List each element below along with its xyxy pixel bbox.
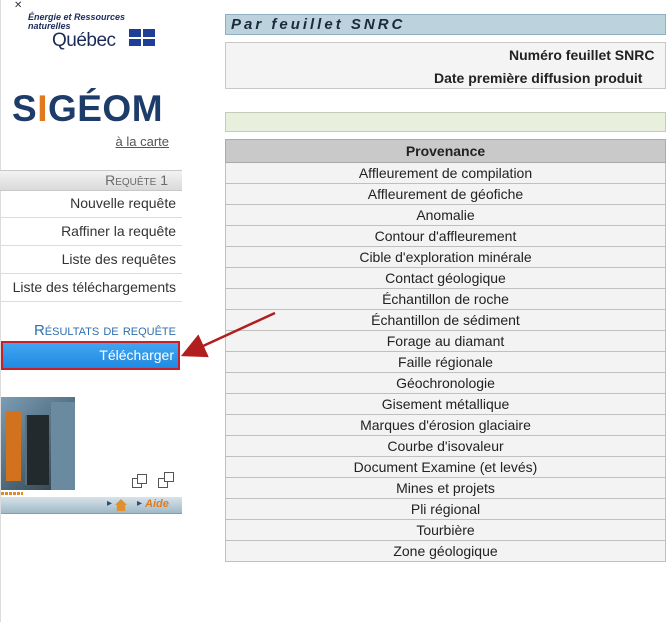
sidebar [0, 0, 184, 622]
photo-element [6, 411, 21, 481]
filter-bar [225, 112, 666, 132]
table-row[interactable]: Anomalie [226, 205, 666, 226]
mine-photo [1, 397, 75, 490]
provenance-table [225, 139, 666, 562]
photo-element [51, 402, 75, 490]
download-button[interactable]: Télécharger [1, 341, 180, 370]
mouse-cursor-icon: ✕ [14, 0, 23, 11]
request-header-label: Requête 1 [105, 172, 168, 188]
table-row[interactable]: Contour d'affleurement [226, 226, 666, 247]
decorative-dots [1, 492, 23, 495]
menu-item-refine-request[interactable]: Raffiner la requête [0, 218, 182, 246]
app-logo-part: GÉOM [47, 88, 164, 129]
ministry-line-2: naturelles [28, 21, 71, 31]
arrow-right-icon: ▸ [107, 498, 113, 509]
arrow-right-icon: ▸ [137, 498, 143, 509]
table-row[interactable]: Faille régionale [226, 352, 666, 373]
table-row[interactable]: Géochronologie [226, 373, 666, 394]
request-header [0, 170, 182, 191]
info-line-sheet-number: Numéro feuillet SNRC [509, 47, 655, 63]
section-banner: Par feuillet SNRC [225, 14, 666, 35]
app-logo[interactable] [12, 88, 163, 130]
table-row[interactable]: Pli régional [226, 499, 666, 520]
province-name: Québec [52, 30, 116, 51]
app-logo-part: I [37, 88, 48, 129]
table-row[interactable]: Tourbière [226, 520, 666, 541]
government-logo[interactable] [28, 12, 168, 52]
app-subtitle-link[interactable]: à la carte [115, 134, 169, 149]
table-row[interactable]: Échantillon de roche [226, 289, 666, 310]
table-row[interactable]: Forage au diamant [226, 331, 666, 352]
table-row[interactable]: Affleurement de géofiche [226, 184, 666, 205]
request-menu [0, 190, 182, 302]
home-icon[interactable] [115, 499, 127, 511]
info-box [225, 42, 666, 89]
quebec-flag-icon [129, 29, 155, 46]
app-logo-part: S [12, 88, 38, 129]
table-row[interactable]: Échantillon de sédiment [226, 310, 666, 331]
sidebar-footer [1, 497, 182, 514]
results-section-title: Résultats de requête [33, 322, 176, 339]
menu-item-download-list[interactable]: Liste des téléchargements [0, 274, 182, 302]
menu-item-new-request[interactable]: Nouvelle requête [0, 190, 182, 218]
table-row[interactable]: Cible d'exploration minérale [226, 247, 666, 268]
table-row[interactable]: Zone géologique [226, 541, 666, 562]
ministry-line-1: Énergie et Ressources [28, 12, 126, 22]
cascade-window-icon [137, 474, 147, 484]
window-icons [132, 472, 178, 488]
photo-element [25, 415, 49, 485]
table-row[interactable]: Courbe d'isovaleur [226, 436, 666, 457]
info-line-first-release: Date première diffusion produit [434, 70, 643, 86]
table-row[interactable]: Marques d'érosion glaciaire [226, 415, 666, 436]
menu-item-request-list[interactable]: Liste des requêtes [0, 246, 182, 274]
help-link[interactable]: Aide [145, 498, 169, 510]
sidebar-border [0, 0, 1, 622]
tile-window-icon [164, 472, 174, 482]
column-header[interactable]: Provenance [226, 140, 666, 163]
table-row[interactable]: Document Examine (et levés) [226, 457, 666, 478]
table-row[interactable]: Gisement métallique [226, 394, 666, 415]
table-row[interactable]: Mines et projets [226, 478, 666, 499]
table-row[interactable]: Affleurement de compilation [226, 163, 666, 184]
table-row[interactable]: Contact géologique [226, 268, 666, 289]
